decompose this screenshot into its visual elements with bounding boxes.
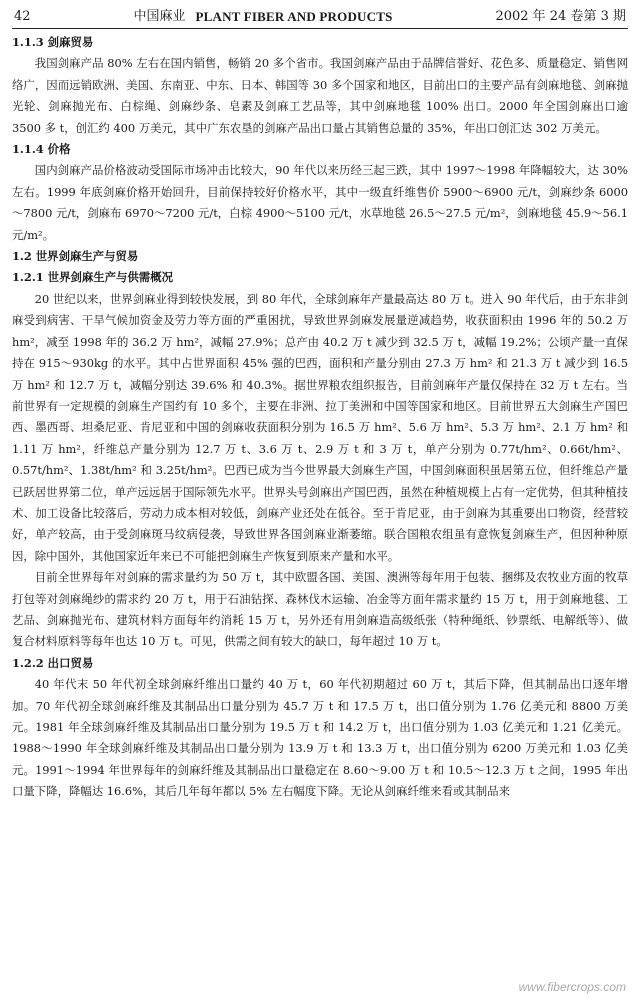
section-heading-1-2-1: 1.2.1 世界剑麻生产与供需概况: [12, 270, 173, 285]
paragraph-world-production: 20 世纪以来，世界剑麻业得到较快发展，到 80 年代，全球剑麻年产量最高达 80 万 t。进入 90 年代后，由于东非剑麻受到病害、干旱气候加资金及劳力等方面的严重困扰，导致世界剑麻发展量逆减趋势，收获面积由 1996 年的 50.2 万 hm²，减至 1998 年的 36.2 万 hm²，减幅 27.9%；总产由 40.2 万 t 减少到 32.5 万 t，减幅 19.2%；公顷产量一直保持在 915～930kg 的水平。其中占世界面积 45% 强的巴西，面积和产量分别由 27.3 万 hm² 和 21.3 万 t 减少到 16.5 万 hm² 和 12.7 万 t，减幅分别达 39.6% 和 40.3%。据世界粮农组织报告，目前剑麻年产量仅保持在 32 万 t 左右。当前世界有一定规模的剑麻生产国约有 10 多个，主要在非洲、拉丁美洲和中国等国家和地区。目前世界五大剑麻生产国巴西、墨西哥、坦桑尼亚、肯尼亚和中国的剑麻收获面积分别为 16.5 万 hm²、5.6 万 hm²、5.3 万 hm²、2.1 万 hm² 和 1.11 万 hm²，纤维总产量分别为 12.7 万 t、3.6 万 t、2.9 万 t 和 3 万 t，单产分别为 0.77t/hm²、0.66t/hm²、0.57t/hm²、1.38t/hm² 和 3.25t/hm²。巴西已成为当今世界最大剑麻生产国，中国剑麻面积虽居第五位，但纤维总产量已跃居世界第二位，单产远远居于国际领先水平。世界头号剑麻出产国巴西，虽然在种植规模上占有一定优势，但其种植技术、加工设备比较落后，劳动力成本相对较低，剑麻产业还处在低谷。至于肯尼亚，由于剑麻为其重要出口物资，经营较好，单产较高，由于受剑麻斑马纹病侵袭，导致世界各国剑麻业渐萎缩。联合国粮农组虽有意恢复剑麻生产，但因种种原因，除中国外，其他国家近年来已不可能把剑麻生产恢复到原来产量和水平。: [12, 291, 628, 563]
paragraph-sisal-trade: 我国剑麻产品 80% 左右在国内销售，畅销 20 多个省市。我国剑麻产品由于品牌信誉好、花色多、质量稳定、销售网络广，因而远销欧洲、美国、东南亚、中东、日本、韩国等 30 多个国家和地区，目前出口的主要产品有剑麻地毯、剑麻抛光轮、剑麻抛光布、白棕绳、剑麻纱条、皂素及剑麻工艺品等，其中剑麻地毯 100% 出口。2000 年全国剑麻出口逾 3500 多 t，创汇约 400 万美元，其中广东农垦的剑麻产品出口量占其销售总量的 35%，年出口创汇达 302 万美元。: [12, 56, 628, 135]
section-heading-1-2-2: 1.2.2 出口贸易: [12, 655, 94, 670]
journal-name: [133, 8, 392, 26]
watermark: www.fibercrops.com: [518, 980, 626, 994]
paragraph-export-trade: 40 年代末 50 年代初全球剑麻纤维出口量约 40 万 t，60 年代初期超过 60 万 t，其后下降，但其制品出口逐年增加。70 年代初全球剑麻纤维及其制品出口量分别为 45.7 万 t 和 17.5 万 t，出口值分别为 1.76 亿美元和 8800 万美元。1981 年全球剑麻纤维及其制品出口量分别为 19.5 万 t 和 14.2 万 t，出口值分别为 1.03 亿美元和 1.21 亿美元。1988～1990 年全球剑麻纤维及其制品出口量分别为 13.9 万 t 和 13.3 万 t，出口值分别为 6200 万美元和 1.03 亿美元。1991～1994 年世界每年的剑麻纤维及其制品出口量稳定在 8.60～9.00 万 t 和 10.5～12.3 万 t 之间，1995 年出口量下降，降幅达 16.6%，其后几年每年都以 5% 左右幅度下降。无论从剑麻纤维来看或其制品来: [12, 677, 628, 799]
section-heading-1-1-3: 1.1.3 剑麻贸易: [12, 35, 94, 49]
journal-name-en: PLANT FIBER AND PRODUCTS: [195, 9, 393, 24]
section-heading-1-2: 1.2 世界剑麻生产与贸易: [12, 249, 139, 264]
paragraph-world-demand: 目前全世界每年对剑麻的需求量约为 50 万 t，其中欧盟各国、美国、澳洲等每年用于包装、捆绑及农牧业方面的牧草打包等对剑麻绳纱的需求约 20 万 t，用于石油钻探、森林伐木运输、冶金等方面年需求量约 15 万 t，用于剑麻地毯、工艺品、剑麻抛光布、建筑材料方面每年约消耗 15 万 t，另外还有用剑麻造高级纸张（特种绳纸、钞票纸、电解纸等）、做复合材料原料等每年也达 10 万 t。可见，供需之间有较大的缺口，每年超过 10 万 t。: [12, 570, 628, 649]
paragraph-price: 国内剑麻产品价格波动受国际市场冲击比较大，90 年代以来历经三起三跌，其中 1997～1998 年降幅较大，达 30% 左右。1999 年底剑麻价格开始回升，目前保持较好价格水平，其中一级直纤维售价 5900～6900 元/t，剑麻纱条 6000～7800 元/t，剑麻布 6970～7200 元/t，白棕 4900～5100 元/t，水草地毯 26.5～27.5 元/m²，剑麻地毯 45.9～56.1 元/m²。: [12, 163, 628, 242]
page-number: 42: [14, 9, 31, 24]
paper-page: [12, 8, 628, 993]
section-heading-1-1-4: 1.1.4 价格: [12, 142, 71, 157]
running-header: [12, 8, 628, 29]
issue-info: 2002 年 24 卷第 3 期: [495, 9, 626, 24]
journal-name-cn: 中国麻业: [133, 9, 186, 24]
article-body: [12, 29, 628, 803]
